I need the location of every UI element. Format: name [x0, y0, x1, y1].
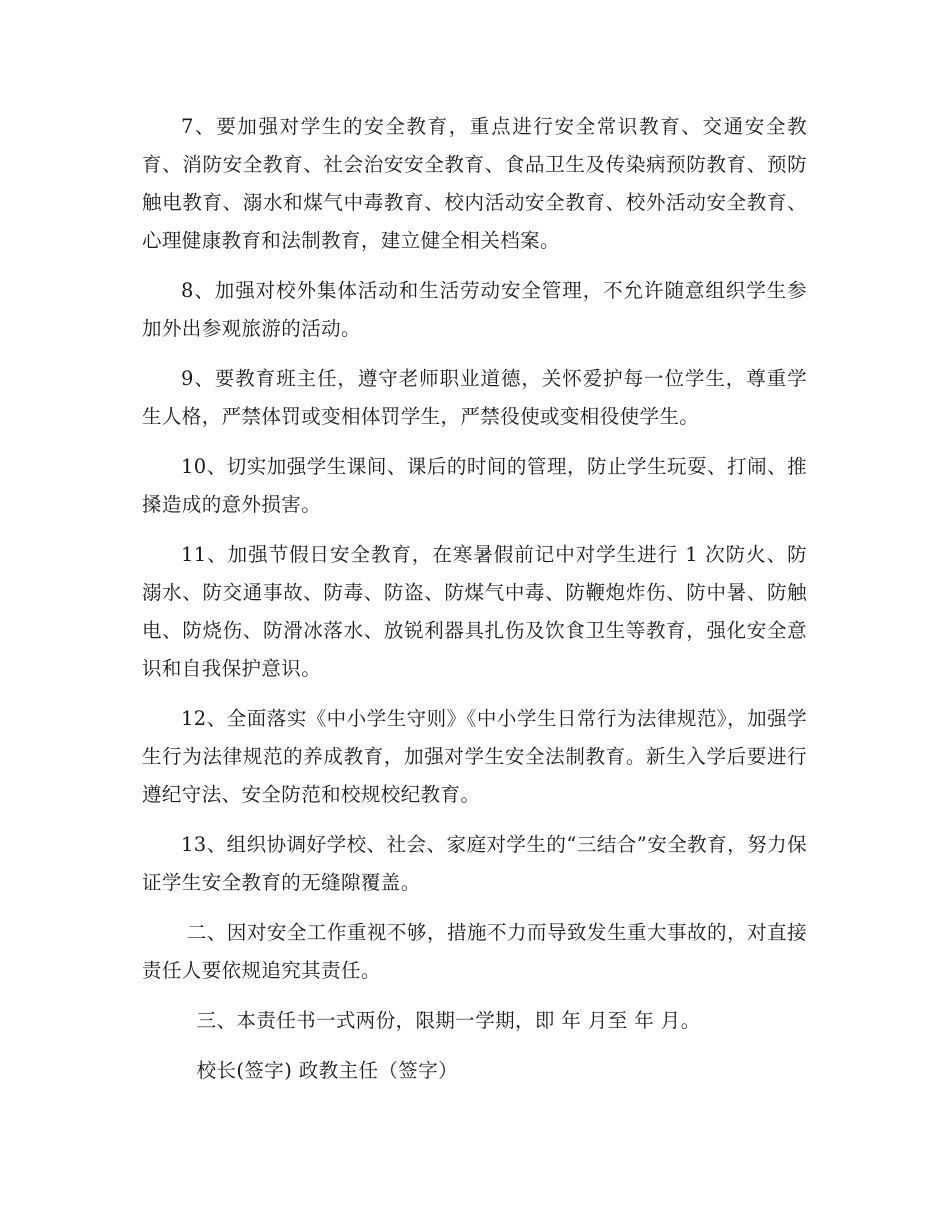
paragraph-item-7: 7、要加强对学生的安全教育，重点进行安全常识教育、交通安全教育、消防安全教育、社会治安安全教育、食品卫生及传染病预防教育、预防触电教育、溺水和煤气中毒教育、校内活动安全教育、校外活动安全教育、心理健康教育和法制教育，建立健全相关档案。 — [142, 115, 807, 252]
paragraph-item-13: 13、组织协调好学校、社会、家庭对学生的“三结合”安全教育，努力保证学生安全教育的无缝隙覆盖。 — [142, 833, 807, 894]
paragraph-item-8: 8、加强对校外集体活动和生活劳动安全管理，不允许随意组织学生参加外出参观旅游的活动。 — [142, 279, 807, 340]
paragraph-item-11: 11、加强节假日安全教育，在寒暑假前记中对学生进行 1 次防火、防溺水、防交通事故、防毒、防盗、防煤气中毒、防鞭炮炸伤、防中暑、防触电、防烧伤、防滑冰落水、放锐利器具扎伤及饮食卫生等教育，强化安全意识和自我保护意识。 — [142, 543, 807, 680]
paragraph-section-two: 二、因对安全工作重视不够，措施不力而导致发生重大事故的，对直接责任人要依规追究其责任。 — [142, 921, 807, 982]
paragraph-item-12: 12、全面落实《中小学生守则》《中小学生日常行为法律规范》，加强学生行为法律规范的养成教育，加强对学生安全法制教育。新生入学后要进行遵纪守法、安全防范和校规校纪教育。 — [142, 707, 807, 806]
paragraph-section-three: 三、本责任书一式两份，限期一学期，即 年 月至 年 月。 — [196, 1009, 701, 1032]
document-page — [142, 108, 807, 1090]
signature-line: 校长(签字) 政教主任（签字） — [196, 1059, 459, 1082]
paragraph-item-9: 9、要教育班主任，遵守老师职业道德，关怀爱护每一位学生，尊重学生人格，严禁体罚或变相体罚学生，严禁役使或变相役使学生。 — [142, 367, 807, 428]
paragraph-item-10: 10、切实加强学生课间、课后的时间的管理，防止学生玩耍、打闹、推搡造成的意外损害。 — [142, 455, 807, 516]
